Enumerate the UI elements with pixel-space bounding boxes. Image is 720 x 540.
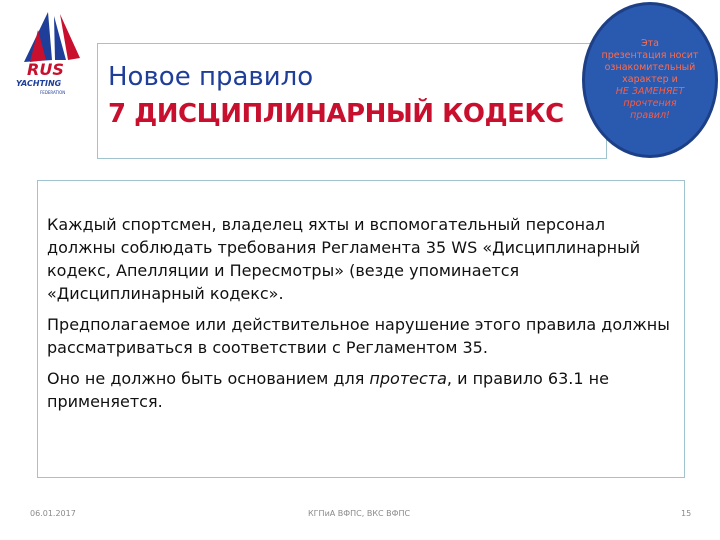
title-line2: 7 ДИСЦИПЛИНАРНЫЙ КОДЕКС xyxy=(108,99,564,129)
paragraph-2: Предполагаемое или действительное нарушение этого правила должны рассматриваться в соответствии с Регламентом 35. xyxy=(47,315,670,357)
protest-term: протеста xyxy=(369,369,447,388)
badge-warning-line: прочтения xyxy=(623,98,677,109)
badge-line: презентация носит xyxy=(601,50,699,61)
paragraph-3-start: Оно не должно быть основанием для xyxy=(47,369,370,388)
badge-warning-line: НЕ ЗАМЕНЯЕТ xyxy=(615,86,685,97)
svg-text:YACHTING: YACHTING xyxy=(16,79,62,88)
footer-page-number: 15 xyxy=(681,509,692,518)
footer-org: КГПиА ВФПС, ВКС ВФПС xyxy=(308,509,411,518)
rus-yachting-logo xyxy=(10,10,88,96)
paragraph-3-end: , и правило 63.1 не применяется. xyxy=(47,369,609,411)
paragraph-3 xyxy=(47,367,674,413)
title-box xyxy=(97,43,607,159)
title-line1: Новое правило xyxy=(108,62,314,92)
content-box xyxy=(37,180,685,478)
badge-warning-line: правил! xyxy=(630,110,670,121)
badge-line: ознакомительный xyxy=(604,62,696,73)
footer-date: 06.01.2017 xyxy=(30,509,76,518)
svg-text:RUS: RUS xyxy=(27,60,64,79)
svg-text:FEDERATION: FEDERATION xyxy=(40,90,66,95)
disclaimer-badge xyxy=(582,2,718,158)
badge-line: характер и xyxy=(622,74,678,85)
badge-line: Эта xyxy=(641,38,659,49)
sail-logo-icon xyxy=(10,10,88,96)
paragraph-1: Каждый спортсмен, владелец яхты и вспомогательный персонал должны соблюдать требования Регламента 35 WS «Дисциплинарный кодекс, Апелляции и Пересмотры» (везде упоминается «Дисциплинарный кодекс». xyxy=(47,215,641,303)
